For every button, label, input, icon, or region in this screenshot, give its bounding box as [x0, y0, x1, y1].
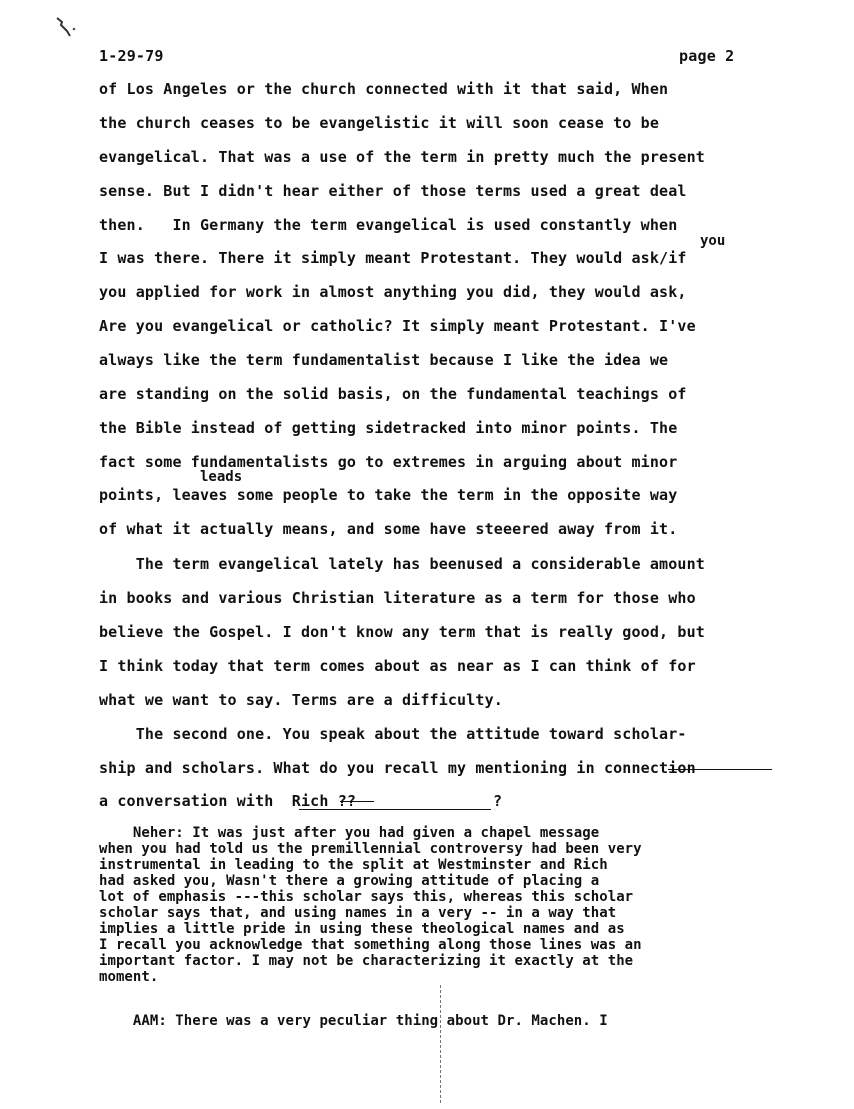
neher-line: instrumental in leading to the split at Westminster and Rich: [99, 857, 608, 873]
body-line: sense. But I didn't hear either of those terms used a great deal: [99, 182, 687, 200]
neher-line: scholar says that, and using names in a very -- in a way that: [99, 905, 617, 921]
body-line: fact some fundamentalists go to extremes in arguing about minor: [99, 453, 678, 471]
body-line: a conversation with Rich ??: [99, 792, 357, 810]
neher-line: Neher: It was just after you had given a chapel message: [99, 825, 600, 841]
body-line: believe the Gospel. I don't know any term that is really good, but: [99, 623, 705, 641]
body-line: are standing on the solid basis, on the fundamental teachings of: [99, 385, 687, 403]
fold-crease-line: [440, 985, 441, 1103]
body-line: the Bible instead of getting sidetracked into minor points. The: [99, 419, 678, 437]
fill-in-blank-underline: [299, 809, 491, 810]
body-line: I was there. There it simply meant Protestant. They would ask/if: [99, 249, 687, 267]
blank-question-mark: ?: [493, 792, 503, 810]
body-line: I think today that term comes about as near as I can think of for: [99, 657, 696, 675]
body-line: of Los Angeles or the church connected with it that said, When: [99, 80, 669, 98]
neher-line: lot of emphasis ---this scholar says this, whereas this scholar: [99, 889, 634, 905]
neher-line: important factor. I may not be characterizing it exactly at the: [99, 953, 634, 969]
body-line: in books and various Christian literature as a term for those who: [99, 589, 696, 607]
document-date: 1-29-79: [99, 47, 164, 65]
paragraph-start-line: The second one. You speak about the attitude toward scholar-: [99, 725, 687, 743]
body-line: ship and scholars. What do you recall my mentioning in connection: [99, 759, 696, 777]
interlinear-insertion-you: you: [700, 233, 726, 249]
body-line: what we want to say. Terms are a difficulty.: [99, 691, 503, 709]
body-line: the church ceases to be evangelistic it will soon cease to be: [99, 114, 660, 132]
body-line: Are you evangelical or catholic? It simply meant Protestant. I've: [99, 317, 696, 335]
neher-line: implies a little pride in using these theological names and as: [99, 921, 625, 937]
body-line: evangelical. That was a use of the term in pretty much the present: [99, 148, 705, 166]
body-line: points, leaves some people to take the term in the opposite way: [99, 486, 678, 504]
neher-line: when you had told us the premillennial controversy had been very: [99, 841, 642, 857]
paragraph-start-line: The term evangelical lately has beenused a considerable amount: [99, 555, 705, 573]
body-line: of what it actually means, and some have steeered away from it.: [99, 520, 678, 538]
neher-line: I recall you acknowledge that something along those lines was an: [99, 937, 642, 953]
interlinear-insertion-leads: leads: [200, 469, 243, 485]
body-line: always like the term fundamentalist because I like the idea we: [99, 351, 669, 369]
corner-pen-marks: [50, 12, 90, 52]
body-line: you applied for work in almost anything you did, they would ask,: [99, 283, 687, 301]
aam-line: AAM: There was a very peculiar thing about Dr. Machen. I: [99, 1013, 608, 1029]
neher-line: moment.: [99, 969, 159, 985]
neher-line: had asked you, Wasn't there a growing attitude of placing a: [99, 873, 600, 889]
strikethrough-mark: [668, 769, 772, 770]
page-number: page 2: [679, 47, 735, 65]
body-line: then. In Germany the term evangelical is used constantly when: [99, 216, 678, 234]
strikethrough-mark: [340, 801, 374, 802]
